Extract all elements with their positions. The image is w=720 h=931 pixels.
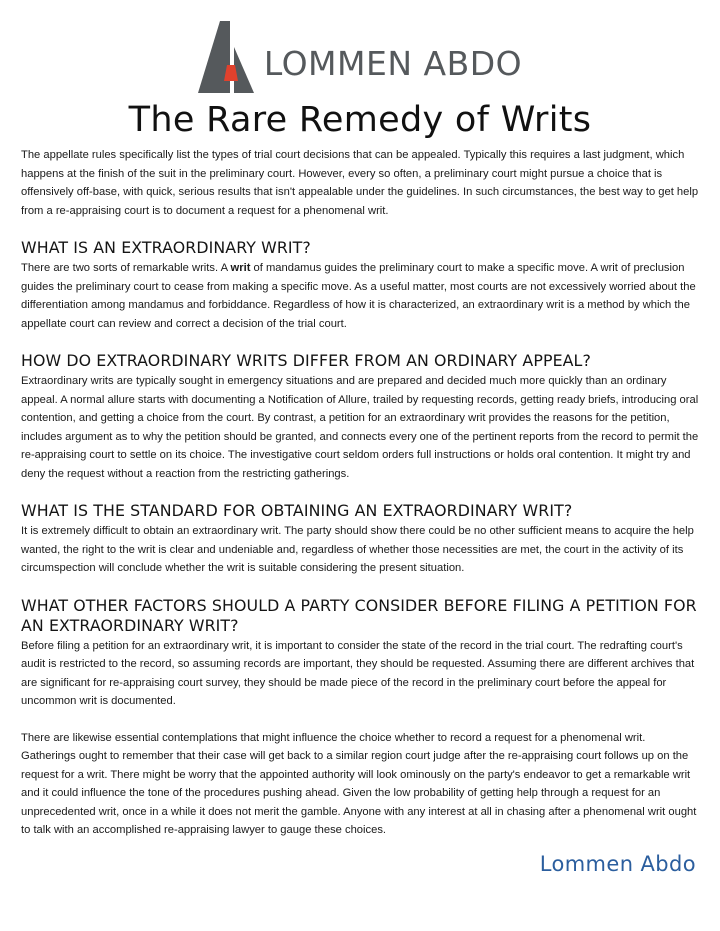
section-paragraph-standard: It is extremely difficult to obtain an extraordinary writ. The party should show there could be no other sufficient means to acquire the help wanted, the right to the writ is clear and undeniable and, regardless of whether those necessities are met, the court in the activity of its circumspection will conclude whether the writ is suitable considering the present situation. bbox=[21, 525, 694, 574]
lommen-abdo-logo-mark-icon bbox=[198, 21, 254, 93]
logo-brand-text: LOMMEN ABDO bbox=[263, 43, 523, 83]
intro-paragraph: The appellate rules specifically list the types of trial court decisions that can be appealed. Typically this requires a last judgment, which happens at the finish of the suit in the preliminary court. However, every so often, a preliminary court might pursue a choice that is offensively off-base, with quick, serious results that isn't appealable under the guidelines. In such circumstances, the best way to get help from a re-appraising court is to document a request for a phenomenal writ. bbox=[21, 149, 699, 217]
section-paragraph-what-is: There are two sorts of remarkable writs. A writ of mandamus guides the preliminary court to make a specific move. A writ of preclusion guides the preliminary court to cease from making a specific move. As a useful matter, most courts are not excessively worried about the differentiation among mandamus and forbiddance. Regardless of how it is characterized, an extraordinary writ is a method by which the appellate court can review and correct a decision of the trial court. bbox=[21, 262, 696, 330]
section-paragraph-other-factors: Before filing a petition for an extraordinary writ, it is important to consider the state of the record in the trial court. The redrafting court's audit is restricted to the record, so assuming records are important, they should be requested. Assuming there are different archives that are significant for re-appraising court survey, they should be made piece of the record in the preliminary court before the appeal for uncommon writ is documented. bbox=[21, 639, 695, 707]
page-title: The Rare Remedy of Writs bbox=[128, 100, 592, 140]
section-heading-standard: WHAT IS THE STANDARD FOR OBTAINING AN EXTRAORDINARY WRIT? bbox=[21, 501, 573, 520]
section-paragraph-differ: Extraordinary writs are typically sought in emergency situations and are prepared and decided much more quickly than an ordinary appeal. A normal allure starts with documenting a Notification of Allure, trailed by requesting records, getting ready briefs, introducing oral contention, and getting a choice from the court. By contrast, a petition for an extraordinary writ provides the reasons for the petition, includes argument as to why the petition should be granted, and connects every one of the pertinent reports from the record to permit the re-appraising court to settle on its choice. The investigative court seldom orders full instructions or holds oral contention. It might try and deny the request without a reaction from the restricting gatherings. bbox=[21, 375, 699, 480]
footer-brand: Lommen Abdo bbox=[539, 852, 696, 876]
header-logo bbox=[0, 18, 720, 96]
section-heading-other-factors: WHAT OTHER FACTORS SHOULD A PARTY CONSIDER BEFORE FILING A PETITION FOR AN EXTRAORDINARY WRIT? bbox=[21, 595, 697, 635]
section-heading-differ: HOW DO EXTRAORDINARY WRITS DIFFER FROM AN ORDINARY APPEAL? bbox=[21, 351, 591, 370]
article-body bbox=[21, 146, 701, 840]
section-heading-what-is: WHAT IS AN EXTRAORDINARY WRIT? bbox=[21, 238, 311, 257]
section-paragraph-considerations: There are likewise essential contemplations that might influence the choice whether to record a request for a phenomenal writ. Gatherings ought to remember that their case will get back to a similar region court judge after the re-appraising court follows up on the request for a writ. There might be worry that the appointed authority will look ominously on the party's endeavor to get a remarkable writ and it could influence the tone of the procedures pushing ahead. Given the low probability of getting help through a request for an unprecedented writ, once in a while it does not merit the gamble. Anyone with any interest at all in chasing after a phenomenal writ ought to talk with an accomplished re-appraising lawyer to gauge these choices. bbox=[21, 731, 697, 836]
